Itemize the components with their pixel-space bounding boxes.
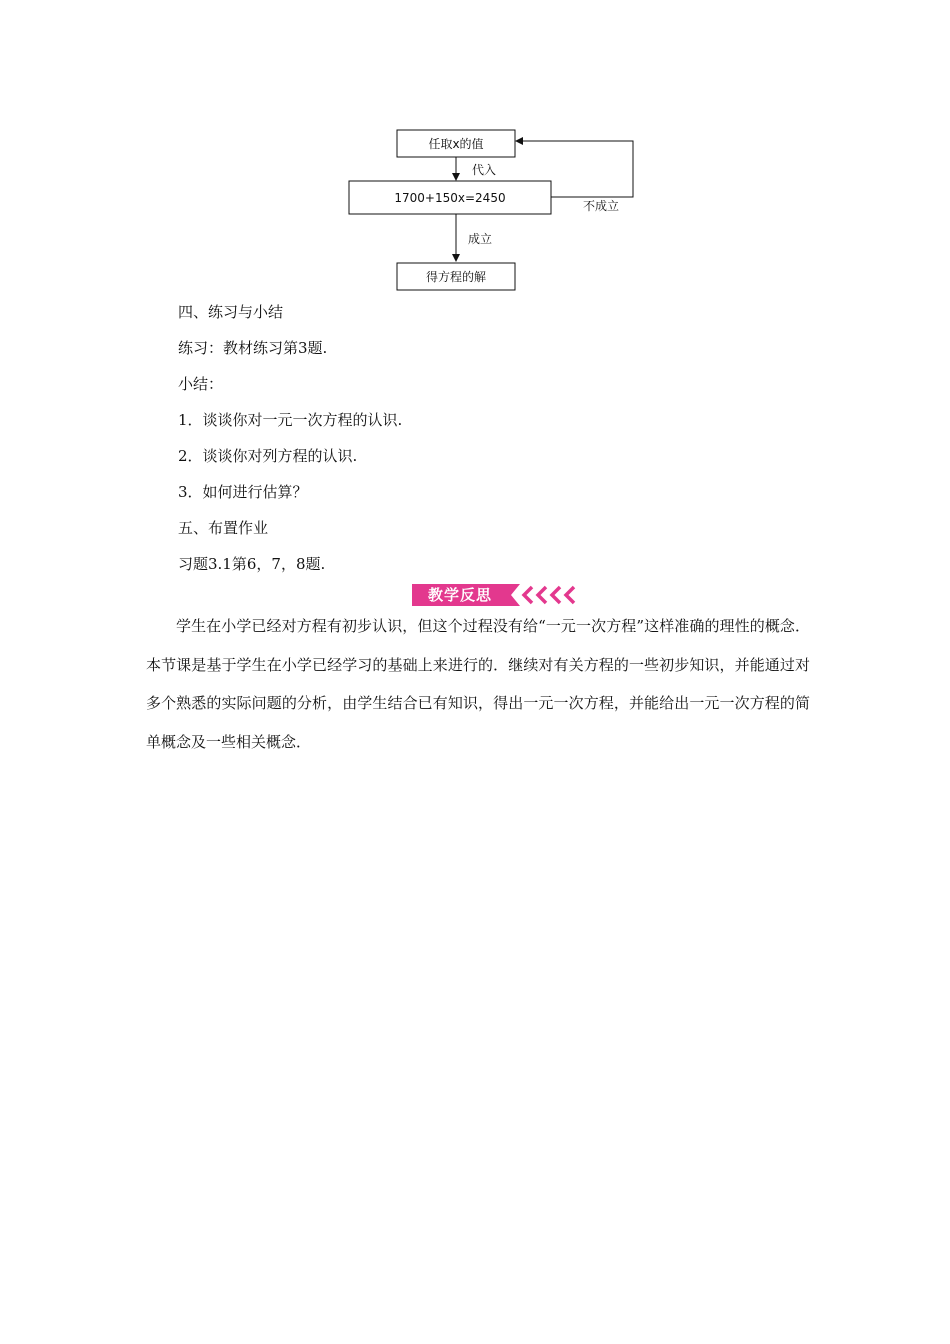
section5-heading: 五、布置作业	[178, 519, 269, 537]
summary-item-3: 3．如何进行估算？	[178, 483, 308, 501]
homework-line: 习题3.1第6，7，8题.	[178, 555, 326, 573]
flow-label-holds: 成立	[468, 232, 493, 246]
summary-item-2: 2．谈谈你对列方程的认识.	[178, 447, 358, 465]
flow-label-substitute: 代入	[472, 163, 497, 177]
section4-heading: 四、练习与小结	[178, 303, 284, 321]
reflection-banner-label: 教学反思	[412, 584, 508, 606]
chevrons-left-icon	[508, 584, 578, 606]
flow-box-equation-text: 1700+150x=2450	[394, 191, 506, 205]
flow-box-solution-text: 得方程的解	[425, 270, 487, 284]
flow-box-take-x-text: 任取x的值	[428, 137, 484, 151]
flowchart	[340, 120, 650, 296]
summary-item-1: 1．谈谈你对一元一次方程的认识.	[178, 411, 403, 429]
practice-line: 练习：教材练习第3题.	[178, 339, 328, 357]
reflection-paragraph: 学生在小学已经对方程有初步认识，但这个过程没有给“一元一次方程”这样准确的理性的概念．本节课是基于学生在小学已经学习的基础上来进行的．继续对有关方程的一些初步知识，并能通过对多个熟悉的实际问题的分析，由学生结合已有知识，得出一元一次方程，并能给出一元一次方程的简单概念及一些相关概念．	[146, 617, 810, 751]
summary-heading: 小结：	[178, 375, 224, 393]
flow-label-not-hold: 不成立	[583, 199, 620, 213]
